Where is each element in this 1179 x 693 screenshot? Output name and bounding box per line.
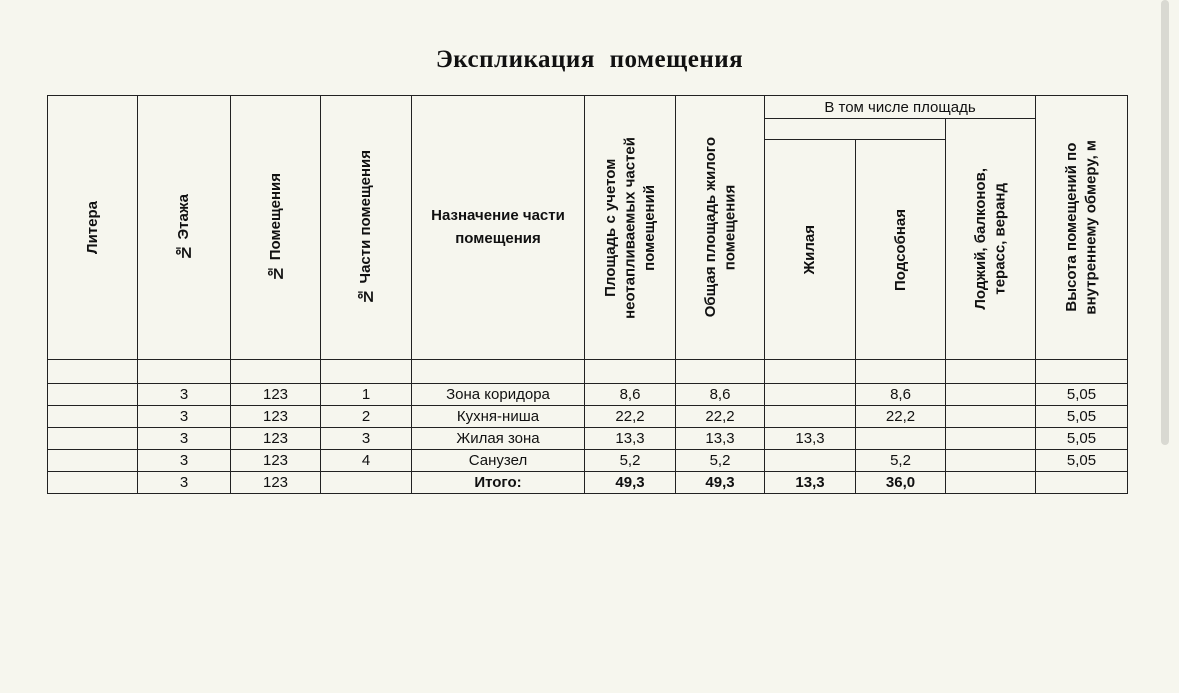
document-title: Экспликация помещения (435, 46, 744, 73)
header-including: В том числе площадь (765, 96, 1036, 119)
header-purpose: Назначение части помещения (412, 96, 585, 360)
header-area-unheated: Площадь с учетом неотапливаемых частей помещений (585, 96, 676, 360)
header-height: Высота помещений по внутреннему обмеру, м (1036, 96, 1128, 360)
table-row: 3 123 3 Жилая зона 13,3 13,3 13,3 5,05 (48, 428, 1128, 450)
explication-table (47, 95, 1128, 494)
total-row: 3 123 Итого: 49,3 49,3 13,3 36,0 (48, 472, 1128, 494)
table-row: 3 123 2 Кухня-ниша 22,2 22,2 22,2 5,05 (48, 406, 1128, 428)
scrollbar[interactable] (1161, 0, 1169, 445)
table-row: 3 123 4 Санузел 5,2 5,2 5,2 5,05 (48, 450, 1128, 472)
header-living: Жилая (765, 140, 856, 360)
header-room: № Помещения (231, 96, 321, 360)
table-row: 3 123 1 Зона коридора 8,6 8,6 8,6 5,05 (48, 384, 1128, 406)
empty-row (48, 360, 1128, 384)
header-auxiliary: Подсобная (856, 140, 946, 360)
header-floor: № Этажа (138, 96, 231, 360)
total-label: Итого: (412, 472, 585, 494)
header-loggia: Лоджий, балконов, терасс, веранд (946, 119, 1036, 360)
header-empty-sub (765, 119, 946, 140)
header-row-1 (48, 96, 1128, 119)
header-total-living: Общая площадь жилого помещения (676, 96, 765, 360)
header-litera: Литера (48, 96, 138, 360)
header-part: № Части помещения (321, 96, 412, 360)
